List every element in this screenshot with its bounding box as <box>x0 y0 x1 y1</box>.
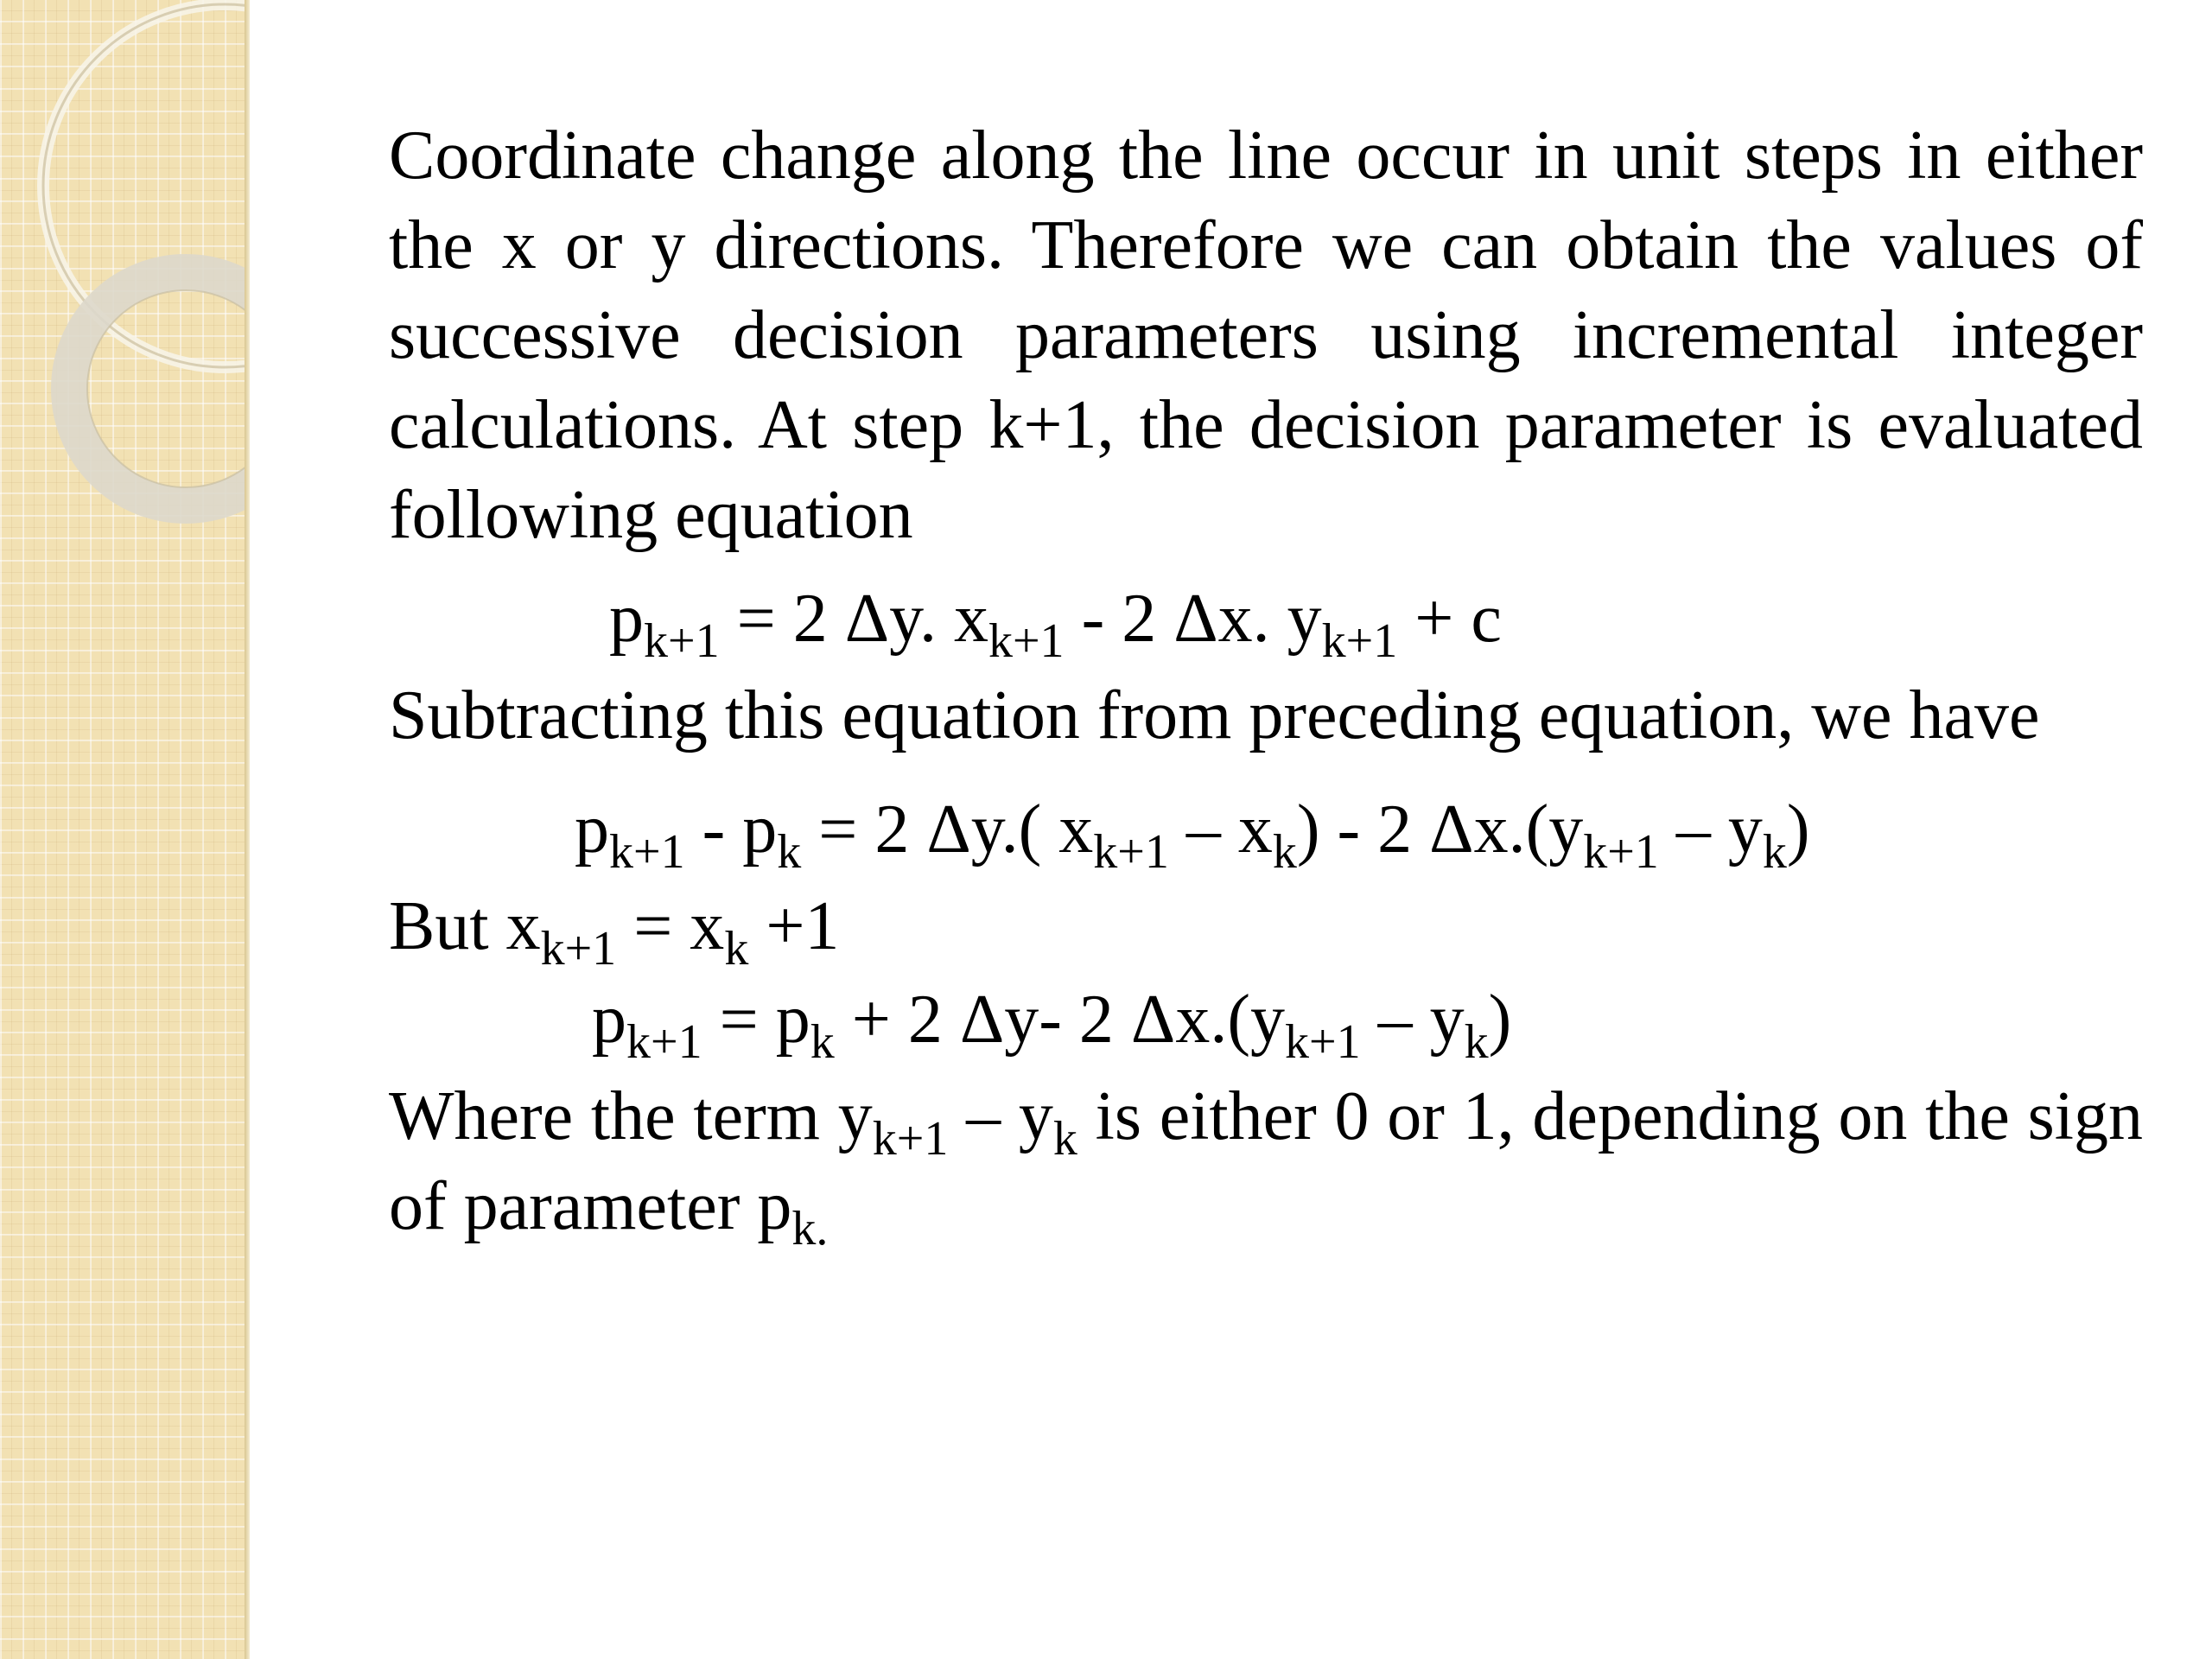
decorative-rings <box>0 0 245 605</box>
equation-recursive: $p_{k+1} = p_k + 2$ Δy- 2 $\Delta x.(y_{k+1} - y_k)$ <box>592 982 1512 1069</box>
large-ring <box>43 4 245 367</box>
decorative-side-panel <box>0 0 245 1659</box>
slide-content <box>389 111 2144 1255</box>
large-ring-shadow <box>43 4 245 367</box>
small-ring <box>69 272 245 505</box>
equation-difference: $p_{k+1} - p_k = 2$ Δy.( $x_{k+1} - x_k) - 2$ $\Delta x.(y_{k+1} - y_k)$ <box>575 791 1810 879</box>
subtracting-paragraph: Subtracting this equation from preceding equation, we have <box>389 677 2040 753</box>
but-statement: But $x_{k+1} = x_k +1$ <box>389 888 840 976</box>
where-paragraph: Where the term $y_{k+1} - y_k$ is either 0 or 1, depending on the sign of parameter $p_{k.}$ <box>389 1078 2144 1255</box>
equation-pk1: $p_{k+1} = 2$ Δy. $x_{k+1} - 2$ Δx. $y_{k+1} + c$ <box>609 581 1502 668</box>
intro-paragraph: Coordinate change along the line occur in unit steps in either the x or y directions. Therefore we can obtain the values of successive decision parameters using incremental integer calculations. At step k+1, the decision parameter is evaluated following equation <box>389 118 2143 553</box>
side-panel-edge <box>245 0 250 1659</box>
